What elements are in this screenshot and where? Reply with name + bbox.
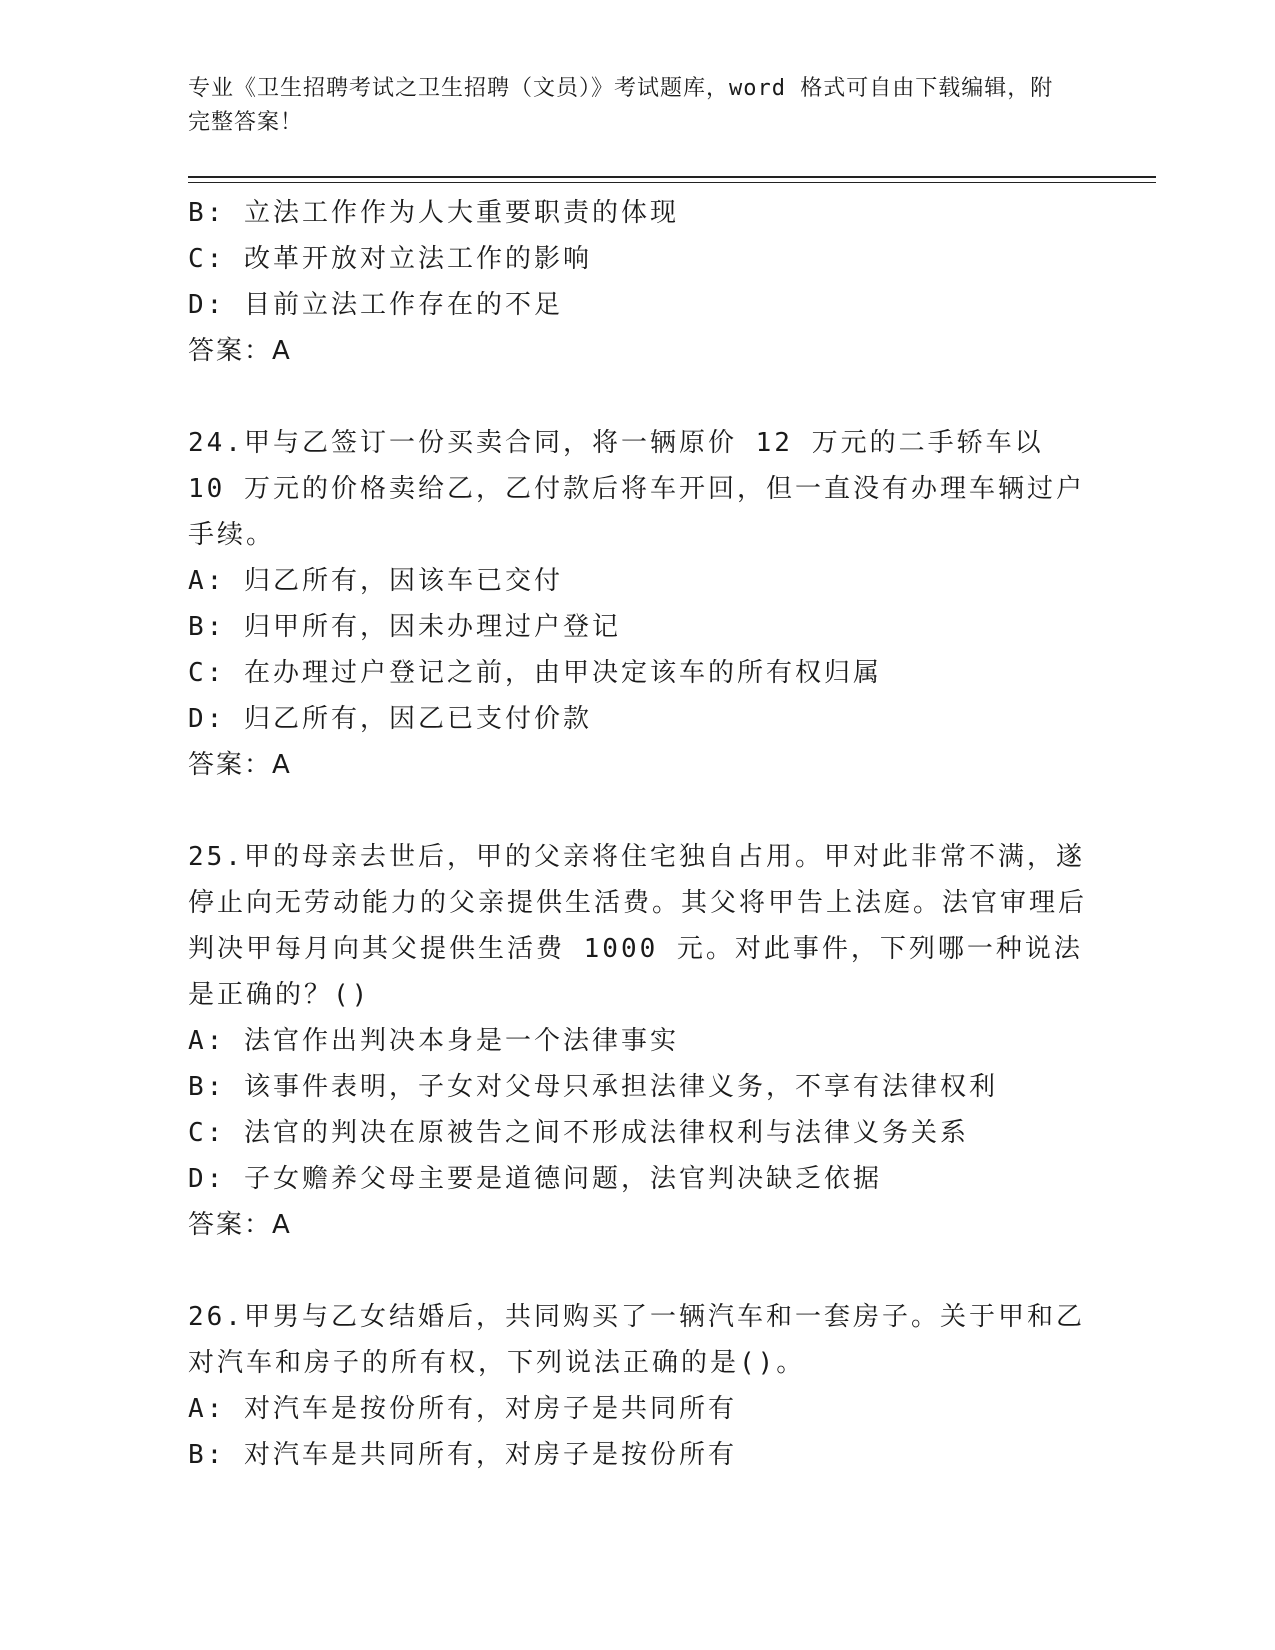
option-c: C: 改革开放对立法工作的影响 <box>188 244 592 274</box>
question-24 <box>188 420 1088 788</box>
header-rule-thick <box>188 176 1156 178</box>
option-c: C: 法官的判决在原被告之间不形成法律权利与法律义务关系 <box>188 1118 969 1148</box>
question-25 <box>188 834 1088 1248</box>
spacer <box>188 374 1088 420</box>
question-text: 24.甲与乙签订一份买卖合同，将一辆原价 12 万元的二手轿车以 10 万元的价格卖给乙，乙付款后将车开回，但一直没有办理车辆过户手续。 <box>188 428 1085 550</box>
header-rule-thin <box>188 182 1156 183</box>
prev-question-block <box>188 190 1088 374</box>
question-content <box>188 190 1088 1478</box>
option-a: A: 法官作出判决本身是一个法律事实 <box>188 1026 679 1056</box>
document-header: 专业《卫生招聘考试之卫生招聘（文员）》考试题库，word 格式可自由下载编辑，附完整答案！ <box>188 76 1054 135</box>
question-text: 26.甲男与乙女结婚后，共同购买了一辆汽车和一套房子。关于甲和乙对汽车和房子的所有权，下列说法正确的是()。 <box>188 1302 1085 1378</box>
option-a: A: 对汽车是按份所有，对房子是共同所有 <box>188 1394 737 1424</box>
option-d: D: 目前立法工作存在的不足 <box>188 290 563 320</box>
option-d: D: 归乙所有，因乙已支付价款 <box>188 704 592 734</box>
option-b: B: 归甲所有，因未办理过户登记 <box>188 612 621 642</box>
question-text: 25.甲的母亲去世后，甲的父亲将住宅独自占用。甲对此非常不满，遂停止向无劳动能力的父亲提供生活费。其父将甲告上法庭。法官审理后判决甲每月向其父提供生活费 1000 元。对此事件，下列哪一种说法是正确的？() <box>188 842 1088 1010</box>
spacer <box>188 788 1088 834</box>
option-b: B: 对汽车是共同所有，对房子是按份所有 <box>188 1440 737 1470</box>
answer-line: 答案：A <box>188 336 292 366</box>
question-26 <box>188 1294 1088 1478</box>
spacer <box>188 1248 1088 1294</box>
answer-line: 答案：A <box>188 1210 292 1240</box>
option-c: C: 在办理过户登记之前，由甲决定该车的所有权归属 <box>188 658 882 688</box>
option-d: D: 子女赡养父母主要是道德问题，法官判决缺乏依据 <box>188 1164 882 1194</box>
option-b: B: 立法工作作为人大重要职责的体现 <box>188 198 679 228</box>
option-a: A: 归乙所有，因该车已交付 <box>188 566 563 596</box>
answer-line: 答案：A <box>188 750 292 780</box>
option-b: B: 该事件表明，子女对父母只承担法律义务，不享有法律权利 <box>188 1072 998 1102</box>
